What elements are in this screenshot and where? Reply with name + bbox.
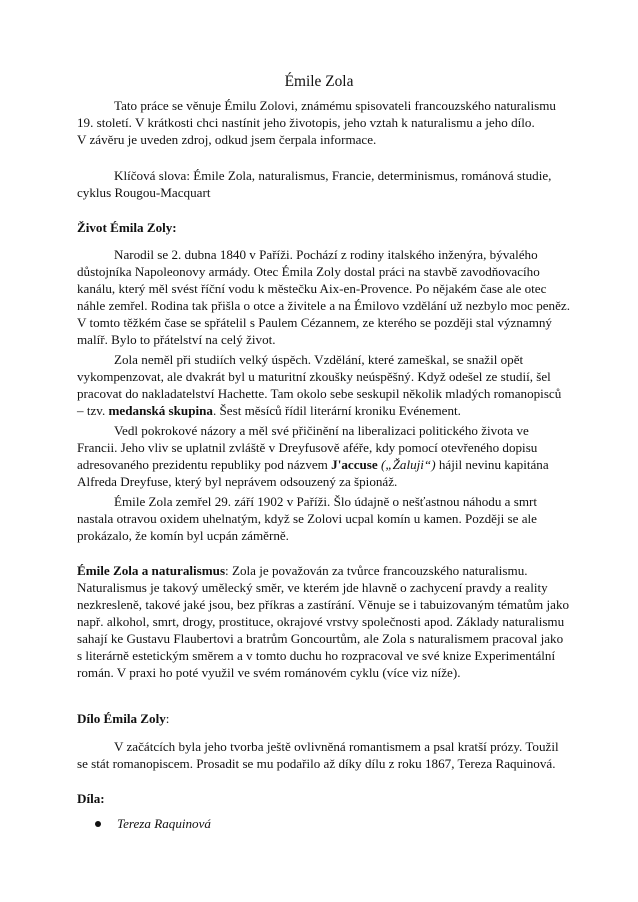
works-list-heading: Díla: (77, 791, 105, 806)
life-paragraph-2 (77, 351, 564, 419)
life-section (77, 219, 564, 236)
paragraph-line (77, 456, 564, 473)
keywords-paragraph (77, 167, 564, 201)
paragraph-line (77, 402, 564, 419)
paragraph-line (77, 562, 564, 579)
works-list-section (77, 790, 564, 807)
paragraph-line: V začátcích byla jeho tvorba ještě ovlivněná romantismem a psal kratší prózy. Toužil (114, 739, 559, 754)
paragraph-line: nastala otravou oxidem uhelnatým, když se Zolovi ucpal komín u kamen. Později se ale (77, 511, 537, 526)
medan-group-term: medanská skupina (108, 403, 213, 418)
life-paragraph-1 (77, 246, 571, 348)
paragraph-text: – tzv. (77, 403, 109, 418)
works-section (77, 710, 564, 727)
paragraph-line: Naturalismus je takový umělecký směr, ve kterém jde hlavně o zachycení pravdy a reality (77, 580, 548, 595)
jaccuse-title: J'accuse (331, 457, 378, 472)
paragraph-line: sahají ke Gustavu Flaubertovi a bratrům Goncourtům, ale Zola s naturalismem pracoval jako (77, 631, 564, 646)
list-item: Tereza Raquinová (117, 816, 211, 831)
paragraph-text: : Zola je považován za tvůrce francouzského naturalismu. (225, 563, 528, 578)
works-paragraph (77, 738, 564, 772)
paragraph-line: důstojníka Napoleonovy armády. Otec Émila Zoly dostal práci na stavbě zavodňovacího (77, 264, 540, 279)
keywords-line: Klíčová slova: Émile Zola, naturalismus, Francie, determinismus, románová studie, (114, 168, 552, 183)
paragraph-line: se stát romanopiscem. Prosadit se mu podařilo až díky dílu z roku 1867, Tereza Raquinová. (77, 756, 556, 771)
bullet-icon (95, 821, 101, 827)
works-heading-colon: : (165, 711, 170, 726)
naturalism-heading: Émile Zola a naturalismus (77, 563, 226, 578)
paragraph-line: pracovat do nakladatelství Hachette. Tam okolo sebe seskupil několik mladých romanopisců (77, 386, 562, 401)
paragraph-line: Francii. Jeho vliv se uplatnil zvláště v Dreyfusově aféře, kdy pomocí otevřeného dopisu (77, 440, 538, 455)
paragraph-line: V tomto těžkém čase se spřátelil s Paulem Cézannem, ze kterého se později stal významný (77, 315, 552, 330)
paragraph-line: Alfreda Dreyfuse, který byl neprávem odsouzený za špionáž. (77, 474, 398, 489)
paragraph-line: např. alkohol, smrt, drogy, prostituce, okrajové vrstvy společnosti apod. Základy naturalismu (77, 614, 565, 629)
paragraph-line: nezkresleně, takové jaké jsou, bez příkras a zastírání. Věnuje se i tabuizovaným tématům jako (77, 597, 570, 612)
zaluji-translation: („Žaluji“) (377, 457, 436, 472)
page-title: Émile Zola (284, 73, 354, 90)
intro-paragraph (77, 97, 564, 148)
paragraph-text: hájil nevinu kapitána (435, 457, 549, 472)
paragraph-line: náhle zemřel. Rodina tak přišla o otce a živitele a na Émilovo vzdělání už nezbylo moc peněz. (77, 298, 571, 313)
paragraph-line: Zola neměl při studiích velký úspěch. Vzdělání, které zameškal, se snažil opět (114, 352, 524, 367)
paragraph-line: vykompenzovat, ale dvakrát byl u maturitní zkoušky neúspěšný. Když odešel ze studií, šel (77, 369, 551, 384)
paragraph-line: Vedl pokrokové názory a měl své přičinění na liberalizaci politického života ve (114, 423, 529, 438)
paragraph-text: . Šest měsíců řídil literární kroniku Evénement. (212, 403, 461, 418)
paragraph-text: adresovaného prezidentu republiky pod názvem (77, 457, 332, 472)
paragraph-line: román. V praxi ho poté využil ve svém románovém cyklu (více viz níže). (77, 665, 461, 680)
works-heading-line (77, 710, 564, 727)
intro-line: Tato práce se věnuje Émilu Zolovi, známému spisovateli francouzského naturalismu (114, 98, 556, 113)
intro-line: 19. století. V krátkosti chci nastínit jeho životopis, jeho vztah k naturalismu a jeho dílo. (77, 115, 535, 130)
paragraph-line: kanálu, který měl svést říční vodu k městečku Aix-en-Provence. Po nějakém čase ale otec (77, 281, 547, 296)
life-paragraph-3 (77, 422, 564, 490)
paragraph-line: malíř. Bylo to přátelství na celý život. (77, 332, 276, 347)
life-heading: Život Émila Zoly: (77, 220, 177, 235)
keywords-line: cyklus Rougou-Macquart (77, 185, 211, 200)
life-paragraph-4 (77, 493, 564, 544)
paragraph-line: Narodil se 2. dubna 1840 v Paříži. Pochází z rodiny italského inženýra, bývalého (114, 247, 538, 262)
paragraph-line: s literárně estetickým směrem a v tomto duchu ho rozpracoval ve své knize Experimentální (77, 648, 556, 663)
naturalism-paragraph (77, 562, 570, 681)
paragraph-line: Émile Zola zemřel 29. září 1902 v Paříži. Šlo údajně o nešťastnou náhodu a smrt (114, 494, 538, 509)
works-list-item (117, 815, 537, 832)
works-heading: Dílo Émila Zoly (77, 711, 166, 726)
paragraph-line: prokázalo, že komín byl ucpán záměrně. (77, 528, 289, 543)
intro-line: V závěru je uveden zdroj, odkud jsem čerpala informace. (77, 132, 377, 147)
